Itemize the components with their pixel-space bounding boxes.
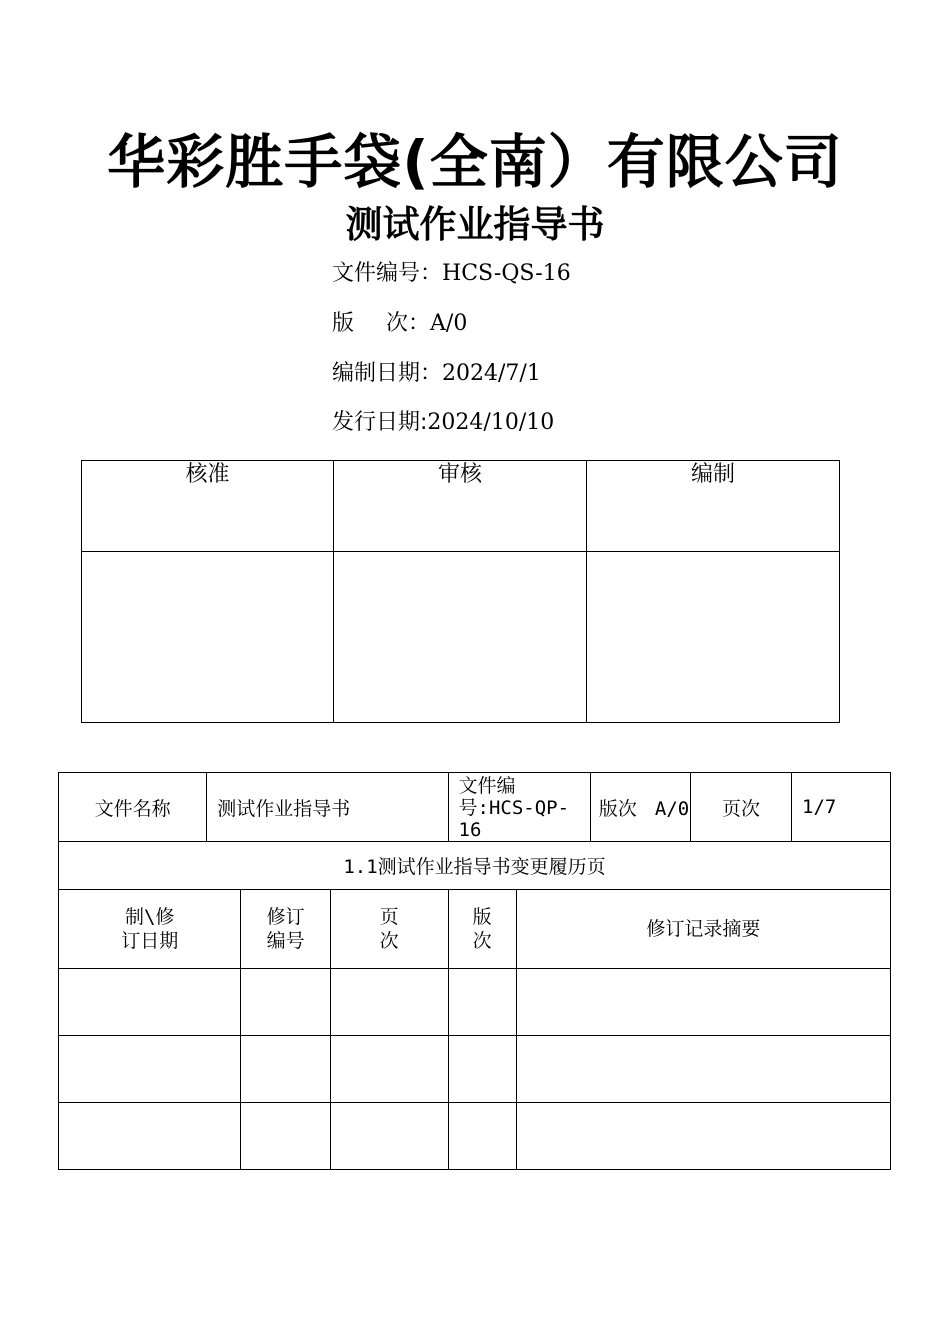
- row-summary-cell[interactable]: [516, 1103, 890, 1170]
- row-date-cell[interactable]: [59, 1036, 241, 1103]
- issue-date-value: 2024/10/10: [427, 410, 555, 435]
- row-rev-cell[interactable]: [241, 1103, 330, 1170]
- prepared-date-line: [332, 359, 541, 389]
- col-header-page: 页 次: [330, 890, 448, 969]
- table-row: [59, 969, 891, 1036]
- col-header-rev-no: 修订 编号: [241, 890, 330, 969]
- prepared-date-label: 编制日期：: [332, 361, 443, 386]
- approve-signature-cell[interactable]: [82, 552, 334, 723]
- approval-header-review: 审核: [334, 461, 587, 552]
- approval-table: [81, 460, 840, 723]
- version-label-cell: [590, 773, 690, 842]
- section-title: 1.1测试作业指导书变更履历页: [59, 842, 891, 890]
- row-page-cell[interactable]: [330, 969, 448, 1036]
- review-signature-cell[interactable]: [334, 552, 587, 723]
- page-value: 1/7: [792, 773, 891, 842]
- row-page-cell[interactable]: [330, 1036, 448, 1103]
- version-label-a: 版: [332, 311, 355, 336]
- prepare-signature-cell[interactable]: [587, 552, 840, 723]
- col-header-summary: 修订记录摘要: [516, 890, 890, 969]
- company-name: 华彩胜手袋(全南）有限公司: [107, 128, 843, 196]
- row-summary-cell[interactable]: [516, 969, 890, 1036]
- row-date-cell[interactable]: [59, 969, 241, 1036]
- doc-number-line: [332, 259, 571, 289]
- row-date-cell[interactable]: [59, 1103, 241, 1170]
- issue-date-line: [332, 408, 554, 438]
- row-rev-cell[interactable]: [241, 969, 330, 1036]
- page-label: 页次: [690, 773, 791, 842]
- approval-header-approve: 核准: [82, 461, 334, 552]
- doc-name-label: 文件名称: [59, 773, 207, 842]
- version-value: A/0: [430, 311, 468, 336]
- row-page-cell[interactable]: [330, 1103, 448, 1170]
- version-line: [332, 309, 467, 339]
- table-row: [59, 1036, 891, 1103]
- row-version-cell[interactable]: [448, 1103, 516, 1170]
- doc-name-value: 测试作业指导书: [207, 773, 448, 842]
- doc-code-value: 文件编号:HCS-QP-16: [448, 773, 590, 842]
- row-summary-cell[interactable]: [516, 1036, 890, 1103]
- row-rev-cell[interactable]: [241, 1036, 330, 1103]
- row-version-cell[interactable]: [448, 969, 516, 1036]
- col-header-version: 版 次: [448, 890, 516, 969]
- version-value-text: A/0: [654, 797, 690, 820]
- issue-date-label: 发行日期:: [332, 410, 428, 435]
- table-row: [59, 1103, 891, 1170]
- document-title: 测试作业指导书: [345, 203, 605, 246]
- row-version-cell[interactable]: [448, 1036, 516, 1103]
- prepared-date-value: 2024/7/1: [442, 361, 541, 386]
- col-header-date: 制\修 订日期: [59, 890, 241, 969]
- version-label-b: 次：: [386, 311, 431, 336]
- change-history-table: [58, 772, 891, 1170]
- doc-number-label: 文件编号：: [332, 261, 443, 286]
- approval-header-prepare: 编制: [587, 461, 840, 552]
- version-label-text: 版次: [598, 797, 637, 820]
- doc-number-value: HCS-QS-16: [442, 261, 571, 286]
